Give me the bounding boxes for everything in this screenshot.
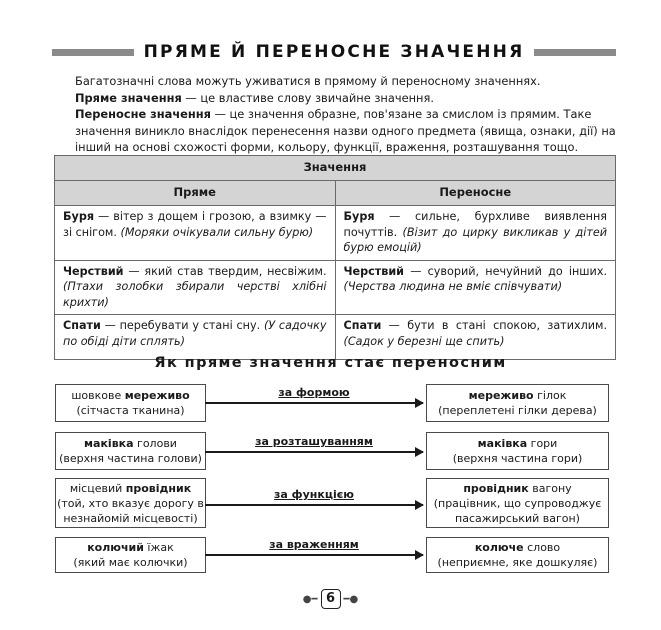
table-row — [55, 315, 616, 360]
box-term: провідник — [125, 481, 192, 495]
cell-term: Спати — [63, 319, 101, 332]
cell-term: Спати — [343, 319, 382, 332]
box-text: вагону — [528, 481, 572, 495]
box-text: гілок — [533, 389, 567, 402]
box-line-1 — [56, 481, 205, 496]
box-text: їжак — [143, 541, 174, 554]
cell-example: (Птахи золобки збирали черстві хлібні крихти) — [63, 280, 327, 309]
cell-example: (У садочку по обіді діти сплять) — [63, 319, 327, 348]
source-box — [55, 384, 206, 422]
arrow-icon — [205, 554, 423, 556]
box-text: гори — [527, 437, 558, 450]
target-box — [426, 478, 609, 528]
box-term: мереживо — [124, 389, 190, 402]
page-number-block — [0, 589, 661, 609]
page-title: ПРЯМЕ Й ПЕРЕНОСНЕ ЗНАЧЕННЯ — [143, 42, 525, 62]
column-figurative: Переносне — [335, 181, 616, 206]
box-line-2: (переплетені гілки дерева) — [438, 404, 597, 417]
cell-figurative — [335, 260, 616, 315]
cell-text: — перебувати у стані сну. — [100, 319, 264, 332]
cell-direct — [55, 206, 336, 261]
box-line-2: (неприємне, яке дошкуляє) — [437, 556, 598, 569]
cell-direct — [55, 315, 336, 360]
box-term: маківка — [477, 437, 528, 450]
intro-text — [75, 73, 616, 156]
target-box — [426, 537, 609, 573]
box-term: колючий — [87, 541, 144, 554]
box-term: маківка — [84, 437, 134, 450]
cell-direct — [55, 260, 336, 315]
box-line-1 — [427, 540, 608, 555]
arrow-label: за враженням — [269, 538, 359, 551]
term-direct: Пряме значення — [75, 90, 182, 105]
table-header: Значення — [55, 156, 616, 181]
source-box — [55, 537, 206, 573]
cell-text: — бути в стані спокою, затихлим. — [381, 319, 607, 332]
box-line-1 — [427, 481, 608, 496]
cell-figurative — [335, 315, 616, 360]
arrow-icon — [205, 402, 423, 404]
table-row — [55, 206, 616, 261]
source-box — [55, 432, 206, 470]
title-bar-right — [534, 49, 616, 56]
box-line-2: (сітчаста тканина) — [76, 404, 185, 417]
table-row — [55, 260, 616, 315]
box-line-2: (працівник, що супроводжує пасажирський вагон) — [433, 496, 602, 525]
box-line-2: (верхня частина гори) — [452, 452, 583, 465]
column-direct: Пряме — [55, 181, 336, 206]
box-term: мереживо — [468, 389, 534, 402]
meanings-table — [54, 155, 616, 360]
target-box — [426, 432, 609, 470]
cell-term: Буря — [63, 210, 95, 223]
intro-paragraph-1 — [75, 73, 616, 90]
cell-example: (Моряки очікували сильну бурю) — [120, 225, 314, 239]
cell-text: — сильне, бурхливе виявлення почуттів. — [343, 210, 607, 239]
arrow-icon — [205, 504, 423, 506]
box-text: шовкове — [71, 389, 125, 402]
arrow-label: за формою — [278, 386, 350, 399]
box-term: колюче — [474, 541, 524, 554]
cell-text: — який став твердим, несвіжим. — [123, 264, 327, 278]
arrow-label: за розташуванням — [255, 435, 373, 448]
box-line-1 — [427, 388, 608, 403]
box-text: слово — [523, 541, 561, 554]
target-box — [426, 384, 609, 422]
cell-text: — суворий, нечуйний до інших. — [404, 264, 607, 278]
cell-example: (Черства людина не вміє співчувати) — [343, 280, 563, 293]
title-bar-left — [52, 49, 134, 56]
cell-example: (Садок у березні ще спить) — [343, 334, 505, 348]
cell-term: Буря — [343, 210, 375, 223]
cell-term: Черствий — [343, 264, 405, 278]
term-figurative: Переносне значення — [75, 107, 211, 121]
cell-example: (Візит до цирку викликав у дітей бурю емоцій) — [343, 225, 607, 254]
arrow-icon — [205, 451, 423, 453]
diagram-title: Як пряме значення стає переносним — [154, 355, 507, 371]
source-box — [55, 478, 206, 528]
intro-paragraph-3 — [75, 106, 616, 156]
box-line-1 — [427, 436, 608, 451]
cell-text: — вітер з дощем і грозою, а взимку — зі снігом. — [63, 210, 327, 239]
box-line-1 — [56, 388, 205, 403]
intro-p2-text: — це властиве слову звичайне значення. — [181, 90, 434, 105]
page-dash-left-icon: ●━ — [302, 593, 318, 605]
intro-paragraph-2 — [75, 90, 616, 107]
box-text: голови — [133, 437, 177, 450]
page-number: 6 — [321, 589, 341, 609]
box-text: місцевий — [69, 481, 126, 495]
cell-term: Черствий — [63, 264, 124, 278]
box-term: провідник — [463, 481, 529, 495]
intro-p3-text: — це значення образне, пов'язане за смислом із прямим. Таке значення виникло внаслідок перенесення назви одного предмета (явища, ознаки, дії) на інший на основі схожості форми, кольору, функції, враження, розташування тощо. — [75, 107, 616, 154]
arrow-label: за функцією — [274, 488, 354, 501]
box-line-1 — [56, 436, 205, 451]
page-dash-right-icon: ━● — [343, 593, 359, 605]
cell-figurative — [335, 206, 616, 261]
box-line-2: (той, хто вказує дорогу в незнайомій місцевості) — [57, 496, 204, 525]
title-row — [52, 40, 616, 64]
box-line-1 — [56, 540, 205, 555]
box-line-2: (верхня частина голови) — [59, 452, 202, 465]
box-line-2: (який має колючки) — [73, 556, 188, 569]
intro-p1-text: Багатозначні слова можуть уживатися в прямому й переносному значеннях. — [75, 74, 541, 88]
